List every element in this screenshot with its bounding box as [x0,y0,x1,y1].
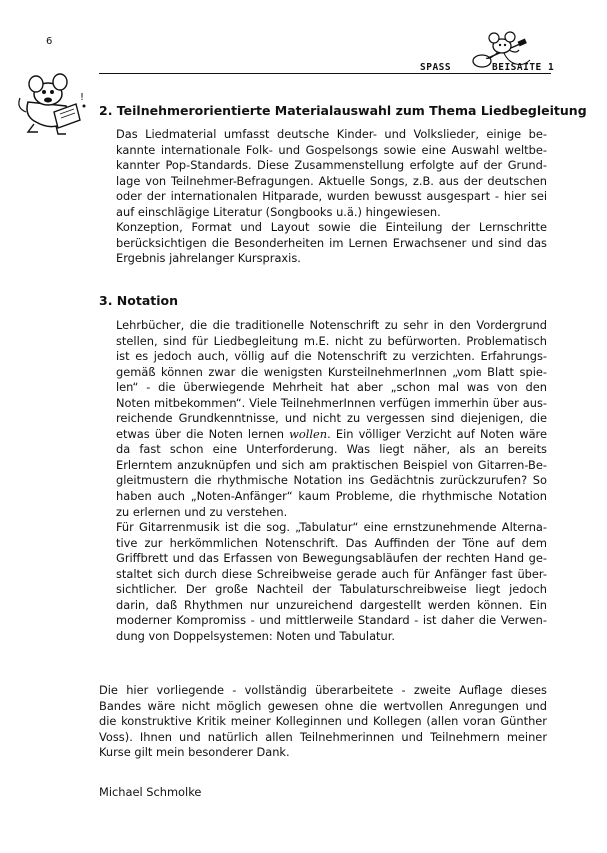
text-line: kannter Pop-Standards. Diese Zusammenstellung erfolgte auf der Grund- [116,158,547,173]
text-line: auf einschlägige Literatur (Songbooks u.ä.) hingewiesen. [116,204,441,219]
text-line: Voss). Ihnen und natürlich allen Teilnehmerinnen und Teilnehmern meiner [99,729,547,744]
paragraph-acknowledgements [99,683,547,761]
text-line: da fast schon eine Unterforderung. Was liegt näher, als an bereits [116,442,547,457]
section-heading: 2. Teilnehmerorientierte Materialauswahl zum Thema Liedbegleitung [99,103,587,118]
text-line: ist es jedoch auch, völlig auf die Notenschrift zu verzichten. Erfahrungs- [116,349,547,364]
text-line: gemäß können zwar die wenigsten KursteilnehmerInnen „vom Blatt spie- [116,364,547,379]
text-line: Noten mitbekommen“. Viele TeilnehmerInnen verfügen immerhin über aus- [116,395,547,410]
text-line: staltet sich durch diese Schreibweise gerade auch für Anfänger fast über- [116,566,547,581]
text-line: stellen, sind für Liedbegleitung m.E. nicht zu befürworten. Problematisch [116,333,547,348]
svg-text:!: ! [80,92,85,103]
text-line: Lehrbücher, die die traditionelle Notenschrift zu sehr in den Vordergrund [116,318,547,332]
text-line: tive zur herkömmlichen Notenschrift. Das Auffinden der Töne auf dem [116,535,547,550]
header-rule [99,73,551,74]
line-text: etwas über die Noten lernen [116,426,290,441]
text-line: len“ - die überwiegende Mehrheit hat aber „schon mal was von den [116,380,547,395]
text-line: Griffbrett und das Erfassen von Bewegungsabläufen der rechten Hand ge- [116,551,547,566]
line-text: . Ein völliger Verzicht auf Noten wäre [327,426,547,441]
text-line: Erlerntem anzuknüpfen und sich am praktischen Beispiel von Gitarren-Be- [116,457,547,472]
text-line: lage von Teilnehmer-Befragungen. Aktuelle Songs, z.B. aus der deutschen [116,173,547,188]
text-line: darin, daß Rhythmen nur unzureichend dargestellt werden können. Ein [116,597,547,612]
text-line: dung von Doppelsystemen: Noten und Tabulatur. [116,628,395,643]
paragraph-material-choice [116,127,547,267]
text-line: berücksichtigen die Besonderheiten im Lernen Erwachsener und sind das [116,235,547,250]
text-line: Kurse gilt mein besonderer Dank. [99,745,290,760]
page-number: 6 [46,36,53,47]
series-title-right: BEISAITE 1 [492,62,555,73]
text-line: Ergebnis jahrelanger Kurspraxis. [116,251,301,266]
text-line: Konzeption, Format und Layout sowie die Einteilung der Lernschritte [116,220,547,235]
text-line: haben auch „Noten-Anfänger“ kaum Probleme, die rhythmische Notation [116,489,547,504]
text-line: Die hier vorliegende - vollständig überarbeitete - zweite Auflage dieses [99,683,547,697]
text-line-emphasis [116,427,547,443]
section-heading: 3. Notation [99,293,179,308]
paragraph-notation [116,318,547,644]
text-line: gleitmustern die rhythmische Notation ins Gedächtnis zurückzurufen? So [116,473,547,488]
cartoon-mouse-mascot-icon [14,72,92,144]
series-title-left: SPASS [420,62,452,73]
text-line: oder der internationalen Hitparade, wurden bewusst ausgespart - hier sei [116,189,547,204]
text-line: die konstruktive Kritik meiner Kolleginnen und Kollegen (allen voran Günther [99,714,547,729]
text-line: Für Gitarrenmusik ist die sog. „Tabulatur“ eine ernstzunehmende Alterna- [116,520,547,535]
text-line: zu erlernen und zu verstehen. [116,504,288,519]
text-line: kannte internationale Folk- und Gospelsongs sowie eine Auswahl weltbe- [116,142,547,157]
text-line: sichtlicher. Der große Nachteil der Tabulaturschreibweise liegt jedoch [116,582,547,597]
emphasized-word: wollen [289,426,328,441]
text-line: reichende Grundkenntnisse, und nicht zu vergessen sind diejenigen, die [116,411,547,426]
text-line: moderner Kompromiss - und mittlerweile Standard - ist daher die Verwen- [116,613,547,628]
text-line: Das Liedmaterial umfasst deutsche Kinder- und Volkslieder, einige be- [116,127,547,141]
text-line: Bandes wäre nicht möglich gewesen ohne die wertvollen Anregungen und [99,698,547,713]
author-signature: Michael Schmolke [99,785,202,799]
